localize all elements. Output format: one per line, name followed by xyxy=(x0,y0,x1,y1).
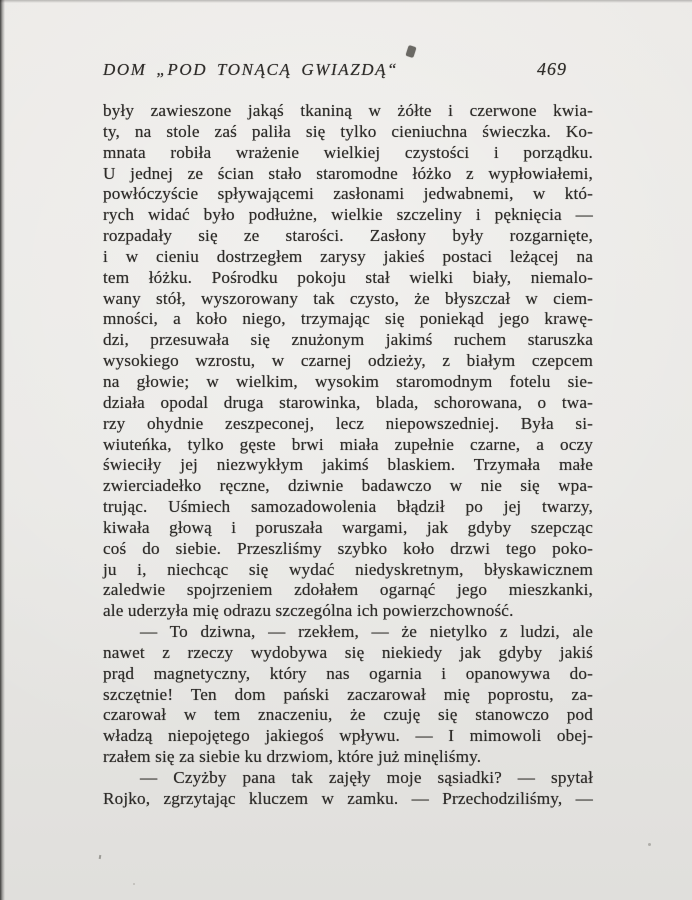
text-line: rych widać było podłużne, wielkie szczeliny i pęknięcia — xyxy=(103,205,593,225)
text-line: rzy ohydnie zeszpeconej, lecz niepowszedniej. Była si- xyxy=(103,413,593,433)
text-line: U jednej ze ścian stało staromodne łóżko z wypłowiałemi, xyxy=(103,163,593,183)
text-line: prąd magnetyczny, który nas ogarnia i opanowywa do- xyxy=(103,663,593,683)
text-line: wiuteńka, tylko gęste brwi miała zupełnie czarne, a oczy xyxy=(103,434,593,454)
page-number: 469 xyxy=(537,59,567,79)
text-line: mnata robiła wrażenie wielkiej czystości i porządku. xyxy=(103,142,593,162)
text-line: ju i, niechcąc się wydać niedyskretnym, błyskawicznem xyxy=(103,559,593,579)
text-line: — To dziwna, — rzekłem, — że nietylko z ludzi, ale xyxy=(140,622,593,642)
text-line: — Czyżby pana tak zajęły moje sąsiadki? — spytał xyxy=(140,768,593,787)
text-block xyxy=(103,101,593,810)
book-title-running-head: DOM „POD TONĄCĄ GWIAZDĄ“ xyxy=(103,60,399,79)
text-line: trując. Uśmiech samozadowolenia błądził po jej twarzy, xyxy=(103,497,593,517)
text-line: tem łóżku. Pośrodku pokoju stał wielki biały, niemalo- xyxy=(103,267,593,287)
text-line: wany stół, wyszorowany tak czysto, że błyszczał w ciem- xyxy=(103,288,593,308)
text-line: szczętnie! Ten dom pański zaczarował mię poprostu, za- xyxy=(103,684,593,704)
text-line: mności, a koło niego, trzymając się poniekąd jego krawę- xyxy=(103,309,593,329)
paper-speck xyxy=(648,843,651,846)
text-line: dzi, przesuwała się znużonym jakimś ruchem staruszka xyxy=(103,330,593,350)
text-line: czarował w tem znaczeniu, że czuję się stanowczo pod xyxy=(103,705,593,725)
text-line: władzą niepojętego jakiegoś wpływu. — I mimowoli obej- xyxy=(103,726,593,746)
text-line: zwierciadełko ręczne, dziwnie badawczo w nie się wpa- xyxy=(103,476,593,496)
text-line: działa opodal druga starowinka, blada, schorowana, o twa- xyxy=(103,392,593,412)
text-line: wysokiego wzrostu, w czarnej odzieży, z białym czepcem xyxy=(103,351,593,371)
running-header xyxy=(103,59,593,80)
text-line: i w cieniu dostrzegłem zarysy jakieś postaci leżącej na xyxy=(103,246,593,266)
text-line: coś do siebie. Przeszliśmy szybko koło drzwi tego poko- xyxy=(103,538,593,558)
scan-edge-shadow-top xyxy=(0,0,692,3)
text-line: były zawieszone jakąś tkaniną w żółte i czerwone kwia- xyxy=(103,101,593,120)
scan-edge-shadow-left xyxy=(0,0,5,900)
paper-speck xyxy=(99,855,102,859)
text-line: kiwała głową i poruszała wargami, jak gdyby szepcząc xyxy=(103,517,593,537)
text-line: powłóczyście spływającemi zasłonami jedwabnemi, w któ- xyxy=(103,184,593,204)
text-line: rozpadały się ze starości. Zasłony były rozgarnięte, xyxy=(103,226,593,246)
ink-blot-speck xyxy=(405,45,416,58)
text-line: rzałem się za siebie ku drzwiom, które już minęliśmy. xyxy=(103,747,482,767)
paper-speck xyxy=(133,883,135,885)
text-line: ale uderzyła mię odrazu szczególna ich powierzchowność. xyxy=(103,601,514,621)
text-line: świeciły jej niezwykłym jakimś blaskiem. Trzymała małe xyxy=(103,455,593,475)
text-line: zaledwie spojrzeniem zdołałem ogarnąć jego mieszkanki, xyxy=(103,580,593,600)
text-line: Rojko, zgrzytając kluczem w zamku. — Przechodziliśmy, — xyxy=(103,788,593,808)
text-line: nawet z rzeczy wydobywa się niekiedy jak gdyby jakiś xyxy=(103,642,593,662)
text-line: ty, na stole zaś paliła się tylko cieniuchna świeczka. Ko- xyxy=(103,121,593,141)
text-line: na głowie; w wielkim, wysokim staromodnym fotelu sie- xyxy=(103,371,593,391)
